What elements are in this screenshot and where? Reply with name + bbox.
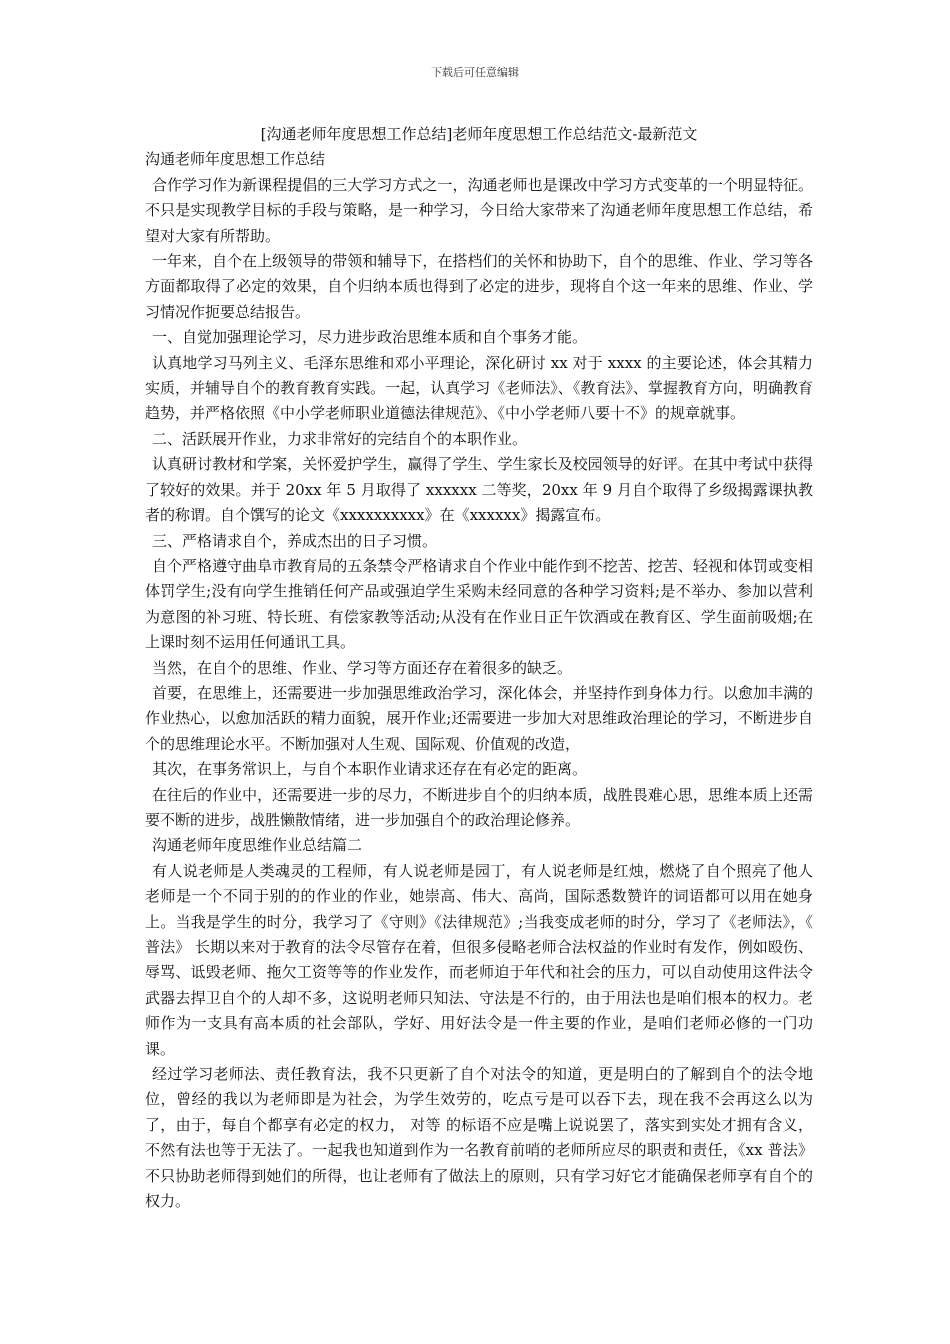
page-header: 下载后可任意编辑 [431,66,519,79]
paragraph-1: 合作学习作为新课程提倡的三大学习方式之一，沟通老师也是课改中学习方式变革的一个明显特征。不只是实现教学目标的手段与策略，是一种学习，今日给大家带来了沟通老师年度思想工作总结，希望对大家有所帮助。 [145,175,813,245]
heading-3: 三、严格请求自个，养成杰出的日子习惯。 [152,531,438,550]
section-subtitle: 沟通老师年度思想工作总结 [145,150,326,169]
paragraph-11: 经过学习老师法、责任教育法，我不只更新了自个对法令的知道，更是明白的了解到自个的法令地位，曾经的我以为老师即是为社会，为学生效劳的，吃点亏是可以吞下去，现在我不会再这么以为了，由于，每自个都享有必定的权力， 对等 的标语不应是嘴上说说罢了，落实到实处才拥有含义，不然有法也等于无法了。一起我也知道到作为一名教育前哨的老师所应尽的职责和责任，《xx 普法》不只协助老师得到她们的所得，也让老师有了做法上的原则，只有学习好它才能确保老师享有自个的权力。 [145,1065,813,1211]
paragraph-4: 认真研讨教材和学案，关怀爱护学生，赢得了学生、学生家长及校园领导的好评。在其中考试中获得了较好的效果。并于 20xx 年 5 月取得了 xxxxxx 二等奖，20xx 年 9 月自个取得了乡级揭露课执教者的称谓。自个馔写的论文《xxxxxxxxxx》在《xxxxxx》揭露宣布。 [145,455,813,525]
paragraph-2: 一年来，自个在上级领导的带领和辅导下，在搭档们的关怀和协助下，自个的思维、作业、学习等各方面都取得了必定的效果，自个归纳本质也得到了必定的进步，现将自个这一年来的思维、作业、学习情况作扼要总结报告。 [145,252,813,321]
document-body [145,122,813,1214]
paragraph-10: 有人说老师是人类魂灵的工程师，有人说老师是园丁，有人说老师是红烛，燃烧了自个照亮了他人 老师是一个不同于别的的作业的作业，她崇高、伟大、高尚，国际悉数赞许的词语都可以用在她身上。当我是学生的时分，我学习了《守则》《法律规范》;当我变成老师的时分，学习了《老师法》，《 普法》 长期以来对于教育的法令尽管存在着，但很多侵略老师合法权益的作业时有发作，例如殴伤、辱骂、诋毁老师、拖欠工资等等的作业发作，而老师迫于年代和社会的压力，可以自动使用这件法令武器去捍卫自个的人却不多，这说明老师只知法、守法是不行的，由于用法也是咱们根本的权力。老师作为一支具有高本质的社会部队，学好、用好法令是一件主要的作业，是咱们老师必修的一门功课。 [145,861,813,1058]
paragraph-9: 在往后的作业中，还需要进一步的尽力，不断进步自个的归纳本质，战胜畏难心思，思维本质上还需要不断的进步，战胜懒散情绪，进一步加强自个的政治理论修养。 [145,785,813,829]
paragraph-7: 首要，在思维上，还需要进一步加强思维政治学习，深化体会，并坚持作到身体力行。以愈加丰满的作业热心，以愈加活跃的精力面貌，展开作业;还需要进一步加大对思维政治理论的学习，不断进步自个的思维理论水平。不断加强对人生观、国际观、价值观的改造， [145,683,813,753]
section-heading-2: 沟通老师年度思维作业总结篇二 [152,836,363,855]
paragraph-3: 认真地学习马列主义、毛泽东思维和邓小平理论，深化研讨 xx 对于 xxxx 的主要论述，体会其精力实质，并辅导自个的教育教育实践。一起，认真学习《老师法》、《教育法》、掌握教育方向，明确教育趋势，并严格依照《中小学老师职业道德法律规范》、《中小学老师八要十不》的规章就事。 [145,353,813,423]
paragraph-5: 自个严格遵守曲阜市教育局的五条禁令严格请求自个作业中能作到不挖苦、挖苦、轻视和体罚或变相体罚学生;没有向学生推销任何产品或强迫学生采购未经同意的各种学习资料;是不举办、参加以营利为意图的补习班、特长班、有偿家教等活动;从没有在作业日正午饮酒或在教育区、学生面前吸烟;在上课时刻不运用任何通讯工具。 [145,556,813,652]
heading-2: 二、活跃展开作业，力求非常好的完结自个的本职作业。 [152,429,528,448]
paragraph-6: 当然，在自个的思维、作业、学习等方面还存在着很多的缺乏。 [152,658,573,677]
heading-1: 一、自觉加强理论学习，尽力进步政治思维本质和自个事务才能。 [152,328,588,347]
paragraph-8: 其次，在事务常识上，与自个本职作业请求还存在有必定的距离。 [152,760,588,779]
document-title: [沟通老师年度思想工作总结]老师年度思想工作总结范文-最新范文 [260,125,698,143]
